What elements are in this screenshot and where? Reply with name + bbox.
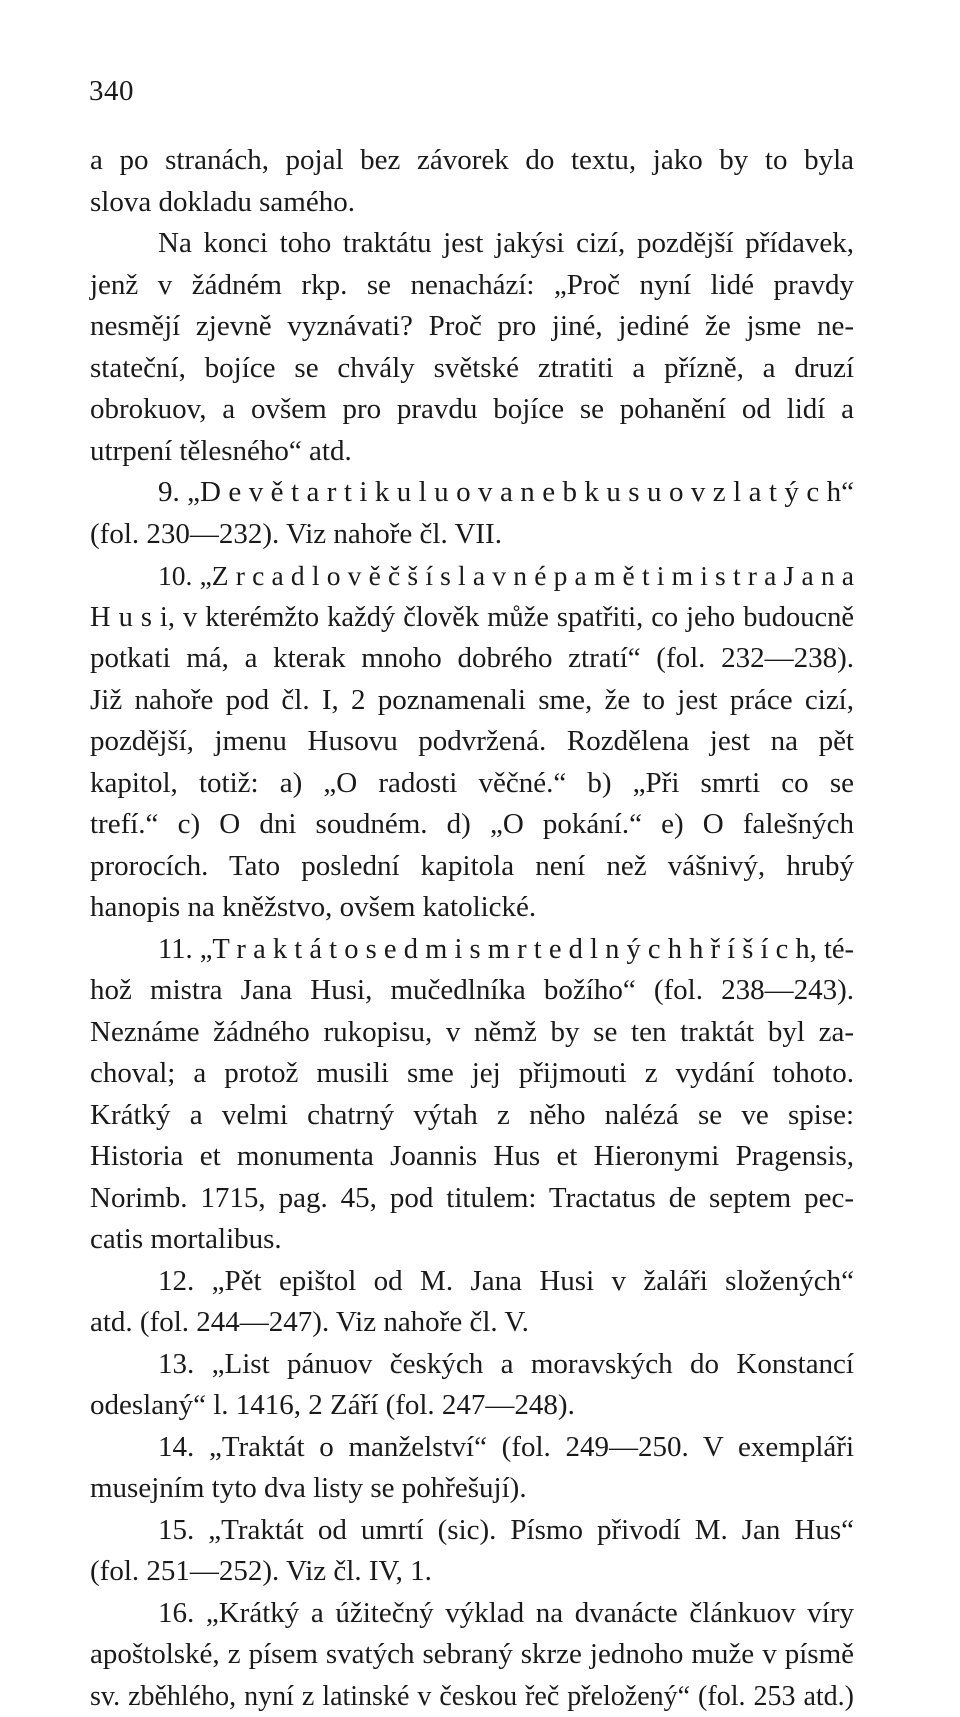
text-line: atd. (fol. 244—247). Viz nahoře čl. V. — [90, 1302, 854, 1344]
text-line: trefí.“ c) O dni soudném. d) „O pokání.“ e) O falešných — [90, 804, 854, 846]
text-line: choval; a protož musili sme jej přijmouti z vydání tohoto. — [90, 1053, 854, 1095]
text-line: hož mistra Jana Husi, mučedlníka božího“ (fol. 238—243). — [90, 970, 854, 1012]
page-number: 340 — [89, 74, 134, 108]
text-line: 10. „Z r c a d l o v ě č š í s l a v n é p a m ě t i m i s t r a J a n a — [90, 555, 854, 597]
text-line: potkati má, a kterak mnoho dobrého ztratí“ (fol. 232—238). — [90, 638, 854, 680]
text-line: catis mortalibus. — [90, 1219, 854, 1261]
text-line: stateční, bojíce se chvály světské ztratiti a přízně, a druzí — [90, 348, 854, 390]
text-line: Již nahoře pod čl. I, 2 poznamenali sme, že to jest práce cizí, — [90, 680, 854, 722]
text-line: odeslaný“ l. 1416, 2 Září (fol. 247—248). — [90, 1385, 854, 1427]
text-line: 15. „Traktát od umrtí (sic). Písmo přivodí M. Jan Hus“ — [90, 1510, 854, 1552]
text-line: Krátký a velmi chatrný výtah z něho nalézá se ve spise: — [90, 1095, 854, 1137]
text-line: 9. „D e v ě t a r t i k u l u o v a n e b k u s u o v z l a t ý c h“ — [90, 472, 854, 514]
text-line: prorocích. Tato poslední kapitola není než vášnivý, hrubý — [90, 846, 854, 888]
text-line: 14. „Traktát o manželství“ (fol. 249—250. V exempláři — [90, 1427, 854, 1469]
text-line: Na konci toho traktátu jest jakýsi cizí, pozdější přídavek, — [90, 223, 854, 265]
text-line: 16. „Krátký a úžitečný výklad na dvanácte článkuov víry — [90, 1593, 854, 1635]
text-line: kapitol, totiž: a) „O radosti věčné.“ b) „Při smrti co se — [90, 763, 854, 805]
text-line: Neznáme žádného rukopisu, v němž by se ten traktát byl za- — [90, 1012, 854, 1054]
text-line: musejním tyto dva listy se pohřešují). — [90, 1468, 854, 1510]
text-line: (fol. 251—252). Viz čl. IV, 1. — [90, 1551, 854, 1593]
text-line: (fol. 230—232). Viz nahoře čl. VII. — [90, 514, 854, 556]
text-line: sv. zběhlého, nyní z latinské v českou řeč přeložený“ (fol. 253 atd.) — [90, 1676, 854, 1717]
text-line: pozdější, jmenu Husovu podvržená. Rozdělena jest na pět — [90, 721, 854, 763]
text-line: Historia et monumenta Joannis Hus et Hieronymi Pragensis, — [90, 1136, 854, 1178]
text-line: H u s i, v kterémžto každý člověk může spatřiti, co jeho budoucně — [90, 597, 854, 639]
text-line: hanopis na kněžstvo, ovšem katolické. — [90, 887, 854, 929]
text-line: apoštolské, z písem svatých sebraný skrze jednoho muže v písmě — [90, 1634, 854, 1676]
text-line: Norimb. 1715, pag. 45, pod titulem: Tractatus de septem pec- — [90, 1178, 854, 1220]
text-line: 11. „T r a k t á t o s e d m i s m r t e d l n ý c h h ř í š í c h, té- — [90, 929, 854, 971]
text-line: 12. „Pět epištol od M. Jana Husi v žaláři složených“ — [90, 1261, 854, 1303]
text-line: a po stranách, pojal bez závorek do textu, jako by to byla — [90, 140, 854, 182]
text-line: utrpení tělesného“ atd. — [90, 431, 854, 473]
text-line: 13. „List pánuov českých a moravských do Konstancí — [90, 1344, 854, 1386]
text-line: obrokuov, a ovšem pro pravdu bojíce se pohanění od lidí a — [90, 389, 854, 431]
text-line: nesmějí zjevně vyznávati? Proč pro jiné, jediné že jsme ne- — [90, 306, 854, 348]
text-line: jenž v žádném rkp. se nenachází: „Proč nyní lidé pravdy — [90, 265, 854, 307]
text-line: slova dokladu samého. — [90, 182, 854, 224]
body-text — [90, 140, 854, 1717]
